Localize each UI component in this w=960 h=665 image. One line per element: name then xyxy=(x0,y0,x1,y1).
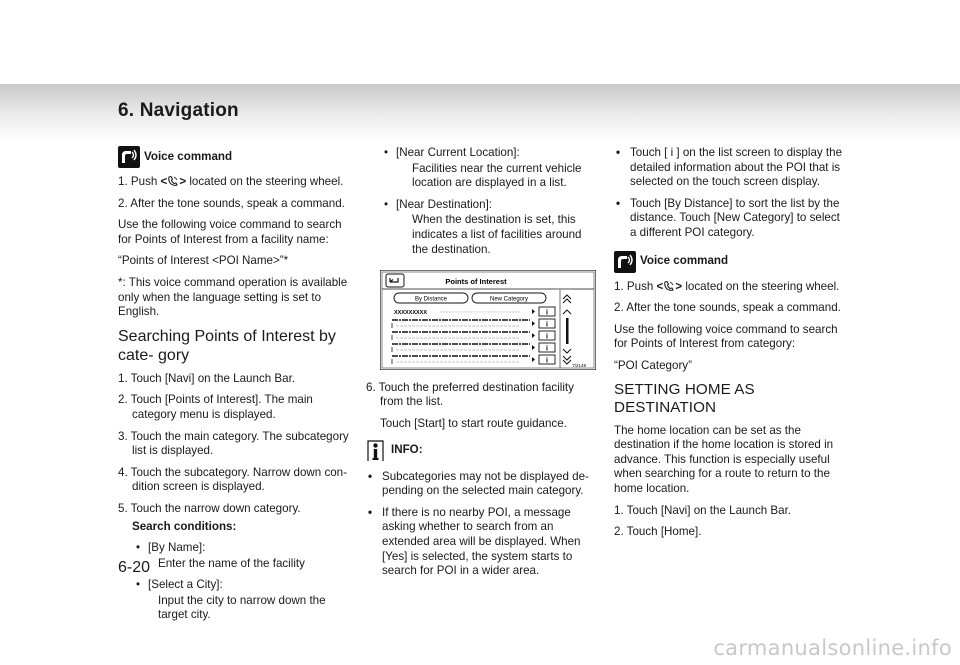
step-1: 1. Touch [Navi] on the Launch Bar. xyxy=(118,371,296,385)
back-button xyxy=(386,274,404,287)
condition-label: [By Name]: xyxy=(148,541,206,555)
scrollbar-track xyxy=(566,318,569,344)
new-category-label: New Category xyxy=(489,296,529,303)
step-2: 2. Touch [Home]. xyxy=(614,525,702,539)
voice-command-heading xyxy=(118,146,350,168)
step-6: 6. Touch the preferred destination facility from the list. xyxy=(366,380,574,409)
info-button-label: i xyxy=(546,333,548,341)
bullet: • xyxy=(616,196,621,210)
screen-title: Points of Interest xyxy=(445,277,507,287)
phone-icon xyxy=(663,281,675,291)
info-button-label: i xyxy=(546,345,548,353)
info-button-label: i xyxy=(546,357,548,365)
column-3 xyxy=(614,146,846,547)
step-6-sub: Touch [Start] to start route guidance. xyxy=(380,416,567,430)
info-heading xyxy=(366,439,598,463)
bullet: • xyxy=(384,146,389,159)
chapter-title: 6. Navigation xyxy=(118,100,239,121)
condition-desc: Input the city to narrow down the target city. xyxy=(158,593,326,622)
condition-label: [Select a City]: xyxy=(148,578,223,592)
voice-step-1 xyxy=(614,280,846,295)
step-text: located on the steering wheel. xyxy=(186,175,344,188)
bullet: • xyxy=(368,505,373,519)
condition-desc: Facilities near the current vehicle location are displayed in a list. xyxy=(412,161,582,190)
tip-item-2 xyxy=(614,197,846,241)
watermark: carmanualsonline.info xyxy=(713,636,952,660)
column-1 xyxy=(118,146,350,630)
condition-label: [Near Destination]: xyxy=(396,197,493,211)
condition-near-current xyxy=(380,146,598,161)
step-4: 4. Touch the subcategory. Narrow down con- dition screen is displayed. xyxy=(118,465,347,494)
search-conditions-label: Search conditions: xyxy=(132,519,237,533)
step-text: 1. Push xyxy=(614,279,657,293)
footnote: *: This voice command operation is available only when the language setting is set to English. xyxy=(118,275,348,319)
section-heading: Searching Points of Interest by cate- gory xyxy=(118,327,336,364)
info-item-1 xyxy=(366,470,598,499)
info-button-label: i xyxy=(546,309,548,317)
info-label: INFO: xyxy=(391,443,423,457)
tip-item-1 xyxy=(614,146,846,190)
bullet: • xyxy=(368,469,373,483)
voice-quote: “POI Category” xyxy=(614,358,692,372)
figure-code: 7/2149 xyxy=(572,363,586,369)
step-3: 3. Touch the main category. The subcategory list is displayed. xyxy=(118,429,349,458)
voice-command-label: Voice command xyxy=(640,254,729,268)
condition-desc: Enter the name of the facility xyxy=(158,556,305,570)
info-text: If there is no nearby POI, a message asking whether to search from an extended area will be displayed. When [Yes] is selected, the system starts to search for POI in a wider area. xyxy=(382,505,581,578)
condition-select-city xyxy=(132,578,350,593)
poi-screen-illustration xyxy=(380,270,596,370)
phone-icon xyxy=(167,176,179,186)
paragraph: Use the following voice command to search for Points of Interest from a facility name: xyxy=(118,218,342,246)
voice-command-label: Voice command xyxy=(144,149,233,163)
by-distance-label: By Distance xyxy=(414,296,448,303)
voice-step-2: 2. After the tone sounds, speak a command. xyxy=(118,196,345,210)
condition-label: [Near Current Location]: xyxy=(396,146,520,159)
paragraph: Use the following voice command to search for Points of Interest from category: xyxy=(614,322,838,351)
bullet: • xyxy=(384,197,389,211)
step-text: located on the steering wheel. xyxy=(682,279,840,293)
bracket-open: < xyxy=(656,279,664,293)
info-button-label: i xyxy=(546,321,548,329)
info-icon xyxy=(366,439,385,463)
voice-command-heading xyxy=(614,251,846,273)
voice-command-icon xyxy=(118,146,140,168)
voice-command-icon xyxy=(614,251,636,273)
step-text: 1. Push xyxy=(118,175,161,188)
info-text: Subcategories may not be displayed de- pending on the selected main category. xyxy=(382,469,589,498)
voice-quote: “Points of Interest <POI Name>”* xyxy=(118,254,289,268)
bracket-close: > xyxy=(675,279,683,293)
paragraph: The home location can be set as the destination if the home location is stored in advance. This function is especially useful when searching for a route to return to the home location. xyxy=(614,423,834,495)
bullet: • xyxy=(136,578,141,592)
poi-first-item: XXXXXXXXX xyxy=(394,310,428,317)
info-item-2 xyxy=(366,506,598,579)
bracket-close: > xyxy=(179,175,187,188)
step-5: 5. Touch the narrow down category. xyxy=(118,501,301,515)
condition-by-name xyxy=(132,541,350,556)
section-heading: SETTING HOME AS DESTINATION xyxy=(614,380,755,416)
tip-text: Touch [By Distance] to sort the list by the distance. Touch [New Category] to select a different POI category. xyxy=(630,196,840,239)
column-2 xyxy=(366,146,598,586)
condition-desc: When the destination is set, this indicates a list of facilities around the destination. xyxy=(412,213,582,256)
bracket-open: < xyxy=(160,175,168,188)
voice-step-2: 2. After the tone sounds, speak a command. xyxy=(614,301,841,315)
condition-near-destination xyxy=(380,198,598,213)
bullet: • xyxy=(616,146,621,159)
bullet: • xyxy=(136,541,141,555)
step-2: 2. Touch [Points of Interest]. The main category menu is displayed. xyxy=(118,393,313,421)
voice-step-1 xyxy=(118,175,350,190)
tip-text: Touch [ i ] on the list screen to display the detailed information about the POI that is selected on the touch screen display. xyxy=(630,146,843,189)
page-number: 6-20 xyxy=(118,559,151,576)
step-1: 1. Touch [Navi] on the Launch Bar. xyxy=(614,503,792,517)
